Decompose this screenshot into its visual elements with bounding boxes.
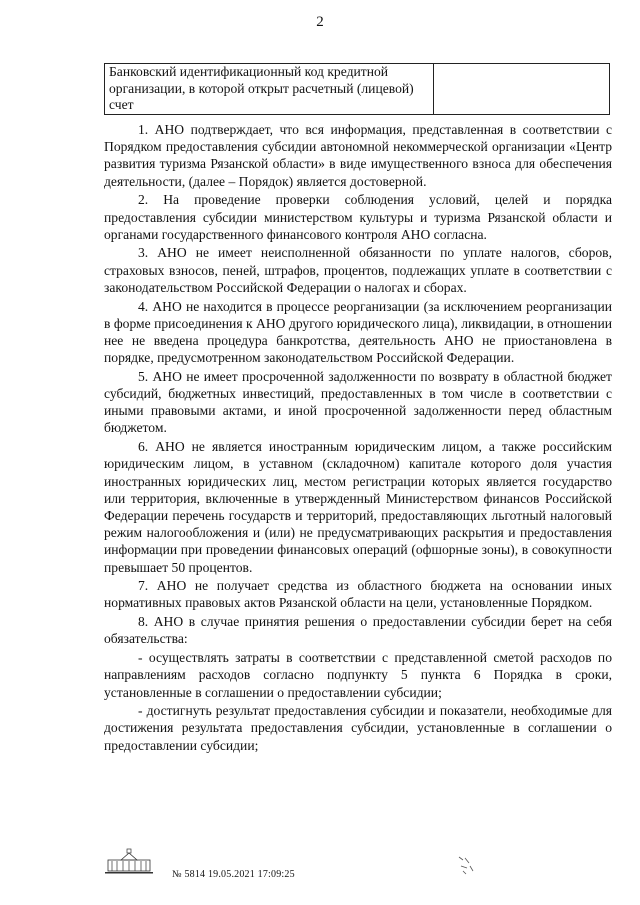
paragraph-6: 6. АНО не является иностранным юридическим лицом, а также российским юридическим лицом, в уставном (складочном) капитале которого доля участия иностранных юридических лиц, местом регистрации которых является государство или территория, включенные в утвержденный Министерством финансов Российской Федерации перечень государств и территорий, предоставляющих льготный налоговый режим налогообложения и (или) не предусматривающих раскрытия и предоставления информации при проведении финансовых операций (офшорные зоны), в совокупности превышает 50 процентов. [104, 439, 612, 575]
paragraph-5: 5. АНО не имеет просроченной задолженности по возврату в областной бюджет субсидий, бюджетных инвестиций, предоставленных в том числе в соответствии с иными правовыми актами, и иной просроченной задолженности перед областным бюджетом. [104, 368, 612, 436]
scan-mark-icon [455, 854, 477, 876]
page-number: 2 [316, 14, 324, 30]
obligation-1: - осуществлять затраты в соответствии с представленной сметой расходов по направлениям расходов согласно подпункту 5 пункта 6 Порядка в сроки, установленные в соглашении о предоставлении субсидии; [104, 650, 612, 700]
paragraph-3: 3. АНО не имеет неисполненной обязанности по уплате налогов, сборов, страховых взносов, пеней, штрафов, процентов, подлежащих уплате в соответствии с законодательством Российской Федерации о налогах и сборах. [104, 245, 612, 295]
paragraph-4: 4. АНО не находится в процессе реорганизации (за исключением реорганизации в форме присоединения к АНО другого юридического лица), ликвидации, в отношении нее не введена процедура банкротства, деятельность АНО не приостановлена в порядке, предусмотренном законодательством Российской Федерации. [104, 298, 612, 366]
bank-code-value [434, 64, 610, 115]
paragraph-8: 8. АНО в случае принятия решения о предоставлении субсидии берет на себя обязательства: [104, 614, 612, 647]
government-building-logo [104, 848, 154, 874]
paragraph-7: 7. АНО не получает средства из областного бюджета на основании иных нормативных правовых актов Рязанской области на цели, установленные Порядком. [104, 578, 612, 611]
registration-stamp: № 5814 19.05.2021 17:09:25 [172, 869, 295, 880]
document-body [104, 121, 612, 755]
paragraph-1: 1. АНО подтверждает, что вся информация, представленная в соответствии с Порядком предоставления субсидии автономной некоммерческой организации «Центр развития туризма Рязанской области» в виде имущественного взноса для обеспечения деятельности, (далее – Порядок) является достоверной. [104, 122, 612, 189]
bank-info-table [104, 63, 610, 115]
bank-code-label: Банковский идентификационный код кредитной организации, в которой открыт расчетный (лицевой) счет [105, 64, 434, 115]
table-row [105, 64, 610, 115]
obligation-2: - достигнуть результат предоставления субсидии и показатели, необходимые для достижения результата предоставления субсидии, установленные в соглашении о предоставлении субсидии; [104, 703, 612, 753]
paragraph-2: 2. На проведение проверки соблюдения условий, целей и порядка предоставления субсидии министерством культуры и туризма Рязанской области и органами государственного финансового контроля АНО согласна. [104, 192, 612, 242]
